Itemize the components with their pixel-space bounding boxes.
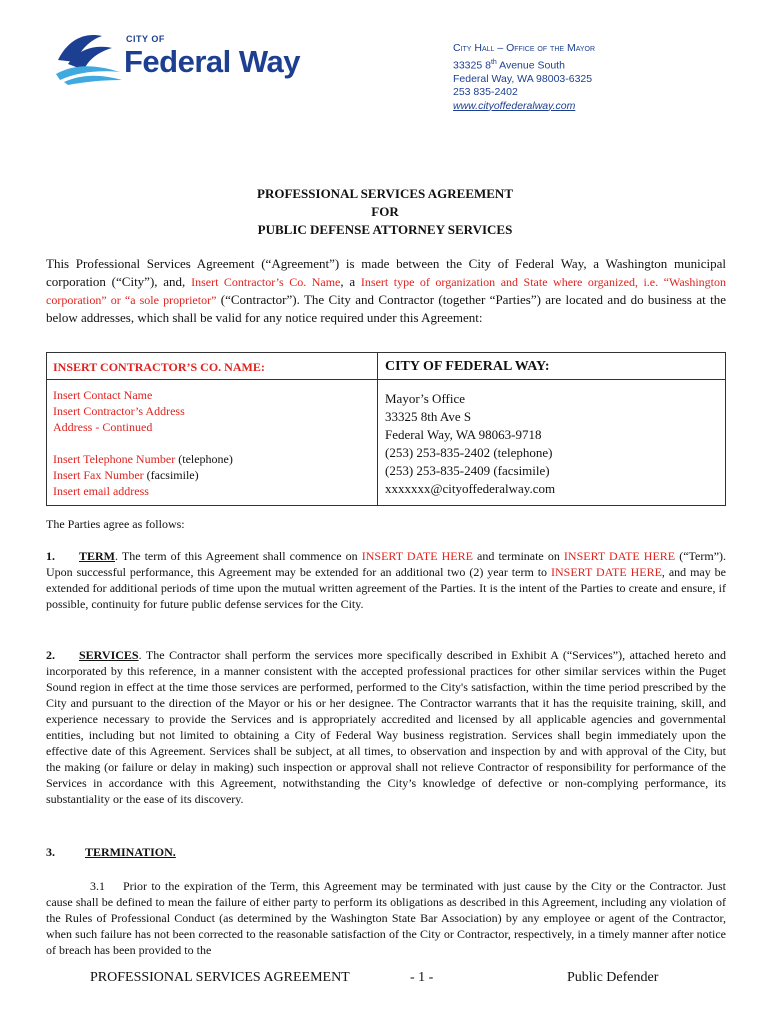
subsection-number: 3.1 bbox=[90, 879, 105, 893]
contractor-fax-suffix: (facsimile) bbox=[143, 468, 199, 482]
section-term bbox=[46, 548, 726, 612]
term-text-a: . The term of this Agreement shall commence on bbox=[115, 549, 362, 563]
organization-type-placeholder: Insert type of organization and State where organized, i.e. “Washington corporation” or “a sole proprietor” bbox=[46, 275, 726, 307]
term-text-e: (“Term”). Upon successful performance, this Agreement may be extended for an additional two (2) year term to bbox=[46, 549, 727, 579]
contractor-contact-name: Insert Contact Name bbox=[53, 388, 153, 402]
title-line-2: FOR bbox=[371, 204, 399, 219]
end-date-placeholder: INSERT DATE HERE bbox=[563, 549, 676, 563]
city-office: Mayor’s Office bbox=[385, 391, 466, 406]
parties-agree-text: The Parties agree as follows: bbox=[46, 517, 185, 531]
address-office: City Hall – Office of the Mayor bbox=[453, 42, 596, 54]
title-line-3: PUBLIC DEFENSE ATTORNEY SERVICES bbox=[257, 222, 513, 237]
section-heading: TERMINATION. bbox=[85, 845, 176, 859]
city-telephone: (253) 253-835-2402 (telephone) bbox=[385, 445, 553, 460]
parties-address-table bbox=[46, 352, 726, 506]
section-number: 2. bbox=[46, 648, 55, 662]
contractor-header: INSERT CONTRACTOR’S CO. NAME: bbox=[53, 360, 265, 374]
contractor-phone-suffix: (telephone) bbox=[175, 452, 233, 466]
city-facsimile: (253) 253-835-2409 (facsimile) bbox=[385, 463, 550, 478]
contractor-phone bbox=[53, 451, 371, 467]
address-street bbox=[453, 56, 595, 73]
city-address-block bbox=[453, 42, 595, 113]
contractor-fax bbox=[53, 467, 371, 483]
contractor-email: Insert email address bbox=[53, 484, 149, 498]
city-logo bbox=[54, 30, 304, 85]
start-date-placeholder: INSERT DATE HERE bbox=[361, 549, 473, 563]
logo-city-of: CITY OF bbox=[126, 34, 165, 44]
document-title bbox=[0, 185, 770, 239]
intro-text-e: (“Contractor”). The City and Contractor (together “Parties”) are located and do business at the below addresses, which shall be valid for any notice required under this Agreement: bbox=[46, 292, 726, 325]
address-phone: 253 835-2402 bbox=[453, 86, 518, 98]
footer-left: PROFESSIONAL SERVICES AGREEMENT bbox=[90, 970, 350, 985]
intro-text-a: This Professional Services Agreement (“Agreement”) is made between the City of Federal Way, a Washington municipal corporation (“City”), and, bbox=[46, 256, 726, 289]
city-website-link[interactable]: www.cityoffederalway.com bbox=[453, 99, 576, 112]
section-number: 3. bbox=[46, 845, 55, 859]
footer-right: Public Defender bbox=[567, 970, 659, 985]
section-services bbox=[46, 647, 726, 807]
section-heading: TERM bbox=[79, 549, 115, 563]
section-heading: SERVICES bbox=[79, 648, 139, 662]
city-street: 33325 8th Ave S bbox=[385, 409, 472, 424]
city-email: xxxxxxx@cityoffederalway.com bbox=[385, 481, 556, 496]
contractor-name-placeholder: Insert Contractor’s Co. Name bbox=[191, 275, 341, 289]
contractor-column bbox=[53, 359, 371, 499]
table-column-divider bbox=[377, 353, 378, 505]
address-city: Federal Way, WA 98003-6325 bbox=[453, 72, 593, 85]
page-number: - 1 - bbox=[410, 970, 434, 985]
extension-date-placeholder: INSERT DATE HERE bbox=[551, 565, 662, 579]
city-header: CITY OF FEDERAL WAY: bbox=[385, 359, 550, 374]
city-column bbox=[385, 358, 715, 498]
section-termination-3-1 bbox=[46, 878, 726, 958]
city-locality: Federal Way, WA 98063-9718 bbox=[385, 427, 542, 442]
contractor-fax-placeholder: Insert Fax Number bbox=[53, 468, 144, 482]
intro-paragraph bbox=[46, 255, 726, 327]
title-line-1: PROFESSIONAL SERVICES AGREEMENT bbox=[257, 186, 513, 201]
contractor-address: Insert Contractor’s Address bbox=[53, 404, 185, 418]
contractor-phone-placeholder: Insert Telephone Number bbox=[53, 452, 176, 466]
waves-logo-icon bbox=[54, 30, 124, 85]
termination-text: Prior to the expiration of the Term, this Agreement may be terminated with just cause by the City or the Contractor. Just cause shall be defined to mean the failure of either party to perform its obligations as described in this Agreement, including any violation of the Rules of Professional Conduct (as determined by the Washington State Bar Association) by any employee or agent of the Contractor, when such failure has not been corrected to the reasonable satisfaction of the City or Contractor, respectively, in a timely manner after notice of breach has been provided to the bbox=[46, 879, 726, 957]
term-text-g: , and may be extended for additional periods of time upon the mutual written agreement of the Parties. It is the intent of the Parties to create and ensure, if possible, continuity for future public defense services for the City. bbox=[46, 565, 727, 611]
contractor-address-continued: Address - Continued bbox=[53, 420, 153, 434]
address-street-suffix: th bbox=[490, 58, 497, 66]
logo-federal-way: Federal Way bbox=[124, 44, 300, 79]
address-street-number: 33325 8 bbox=[453, 59, 491, 71]
intro-text-c: , a bbox=[340, 274, 361, 289]
address-street-rest: Avenue South bbox=[496, 59, 565, 71]
section-termination-heading bbox=[46, 845, 176, 860]
section-number: 1. bbox=[46, 549, 55, 563]
term-text-c: and terminate on bbox=[472, 549, 564, 563]
services-text: . The Contractor shall perform the services more specifically described in Exhibit A (“Services”), attached hereto and incorporated by this reference, in a manner consistent with the accepted professional practices for other similar services within the Puget Sound region in effect at the time those services are performed, performed to the City's satisfaction, within the time period prescribed by the City and pursuant to the direction of the Mayor or his or her designee. The Contractor warrants that it has the requisite training, skill, and experience necessary to provide the Services and is appropriately accredited and licensed by all applicable agencies and governmental entities, including but not limited to obtaining a City of Federal Way business registration. Services shall begin immediately upon the effective date of this Agreement. Services shall be subject, at all times, to observation and inspection by and with approval of the City, but the making (or failure or delay in making) such inspection or approval shall not relieve Contractor of responsibility for performance of the Services in accordance with this Agreement, notwithstanding the City’s knowledge of defective or non-complying performance, its substantiality or the ease of its discovery. bbox=[46, 648, 726, 806]
